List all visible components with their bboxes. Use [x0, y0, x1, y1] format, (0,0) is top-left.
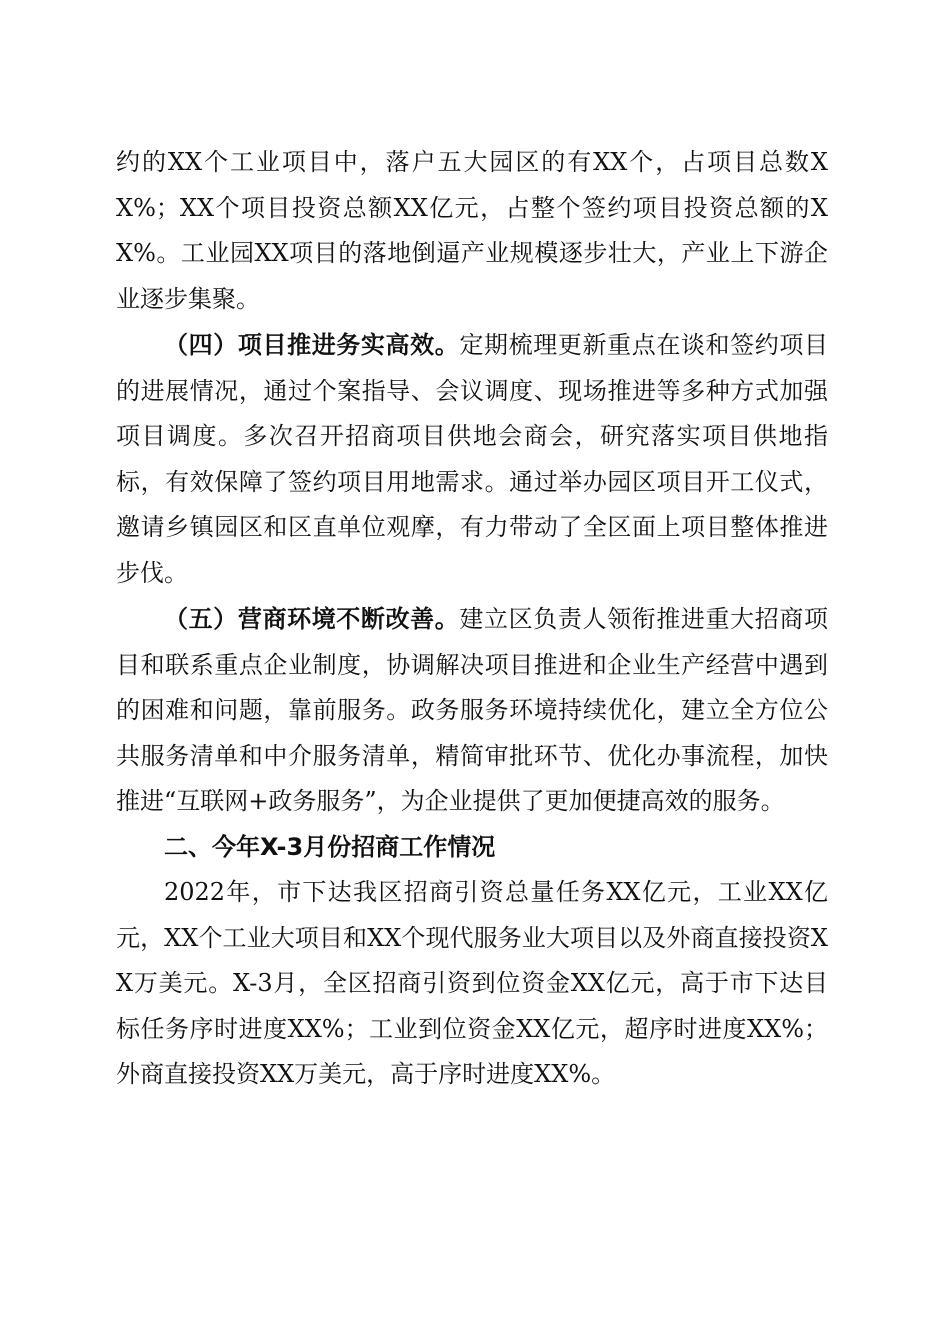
section-4-body: 定期梳理更新重点在谈和签约项目的进展情况，通过个案指导、会议调度、现场推进等多种方式加强项目调度。多次召开招商项目供地会商会，研究落实项目供地指标，有效保障了签约项目用地需求。通过举办园区项目开工仪式，邀请乡镇园区和区直单位观摩，有力带动了全区面上项目整体推进步伐。: [116, 331, 829, 587]
section-5-lead: （五）营商环境不断改善。: [164, 604, 460, 633]
continuation-paragraph: 约的XX个工业项目中，落户五大园区的有XX个，占项目总数XX%；XX个项目投资总额XX亿元，占整个签约项目投资总额的XX%。工业园XX项目的落地倒逼产业规模逐步壮大，产业上下游企业逐步集聚。: [116, 148, 828, 313]
section-4-paragraph: [116, 322, 828, 596]
section-4-lead: （四）项目推进务实高效。: [164, 330, 460, 359]
section-5-body: 建立区负责人领衔推进重大招商项目和联系重点企业制度，协调解决项目推进和企业生产经营中遇到的困难和问题，靠前服务。政务服务环境持续优化，建立全方位公共服务清单和中介服务清单，精简审批环节、优化办事流程，加快推进“互联网+政务服务”，为企业提供了更加便捷高效的服务。: [116, 605, 829, 815]
document-body: [116, 140, 828, 1098]
section-5-paragraph: [116, 596, 828, 825]
paragraph-2022: 2022年，市下达我区招商引资总量任务XX亿元，工业XX亿元，XX个工业大项目和XX个现代服务业大项目以及外商直接投资XX万美元。X-3月，全区招商引资到位资金XX亿元，高于市下达目标任务序时进度XX%；工业到位资金XX亿元，超序时进度XX%；外商直接投资XX万美元，高于序时进度XX%。: [116, 878, 828, 1088]
section-2-heading: 二、今年X-3月份招商工作情况: [164, 832, 496, 861]
